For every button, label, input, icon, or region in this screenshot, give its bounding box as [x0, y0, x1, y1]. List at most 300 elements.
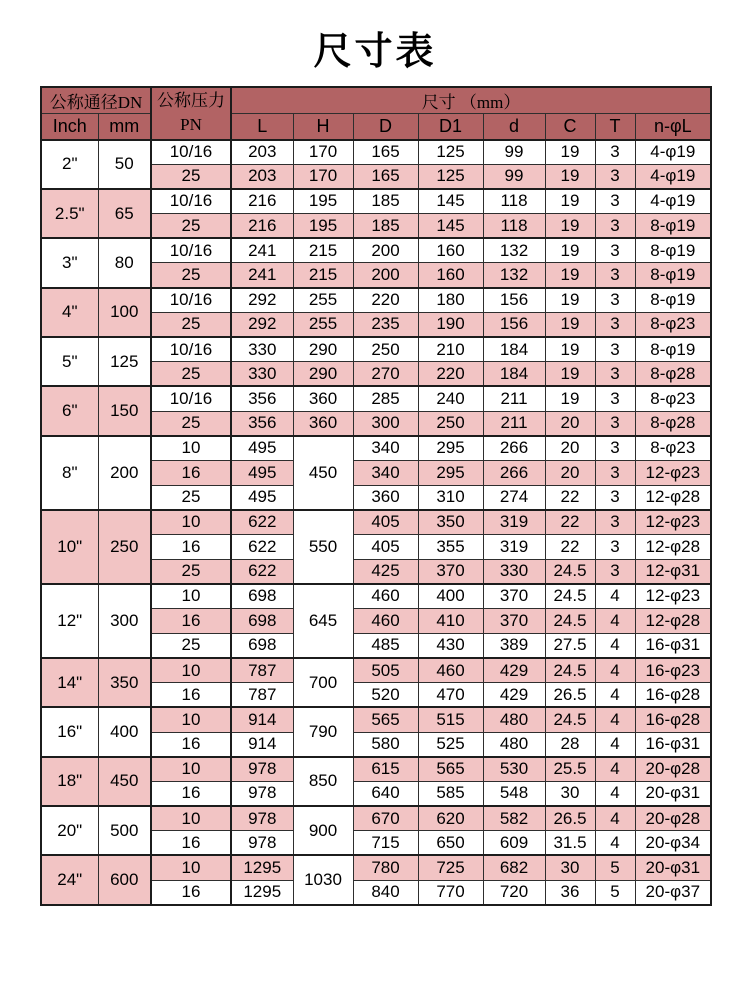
cell-L: 292 — [231, 312, 293, 337]
cell-n-phi-L: 20-φ37 — [635, 880, 711, 905]
cell-D: 615 — [353, 757, 418, 782]
header-col-d: d — [483, 114, 545, 140]
cell-d: 184 — [483, 362, 545, 387]
cell-C: 19 — [545, 263, 595, 288]
cell-pn: 16 — [151, 609, 231, 634]
cell-C: 31.5 — [545, 831, 595, 856]
cell-n-phi-L: 8-φ19 — [635, 214, 711, 239]
cell-n-phi-L: 8-φ23 — [635, 436, 711, 461]
cell-T: 4 — [595, 707, 635, 732]
cell-H: 215 — [293, 238, 353, 263]
cell-inch: 14" — [41, 658, 98, 707]
cell-H: 645 — [293, 584, 353, 658]
header-col-T: T — [595, 114, 635, 140]
cell-C: 30 — [545, 781, 595, 806]
cell-D: 520 — [353, 683, 418, 708]
table-row — [41, 238, 711, 263]
header-col-L: L — [231, 114, 293, 140]
cell-D: 185 — [353, 214, 418, 239]
cell-n-phi-L: 8-φ28 — [635, 362, 711, 387]
cell-n-phi-L: 16-φ28 — [635, 707, 711, 732]
cell-n-phi-L: 12-φ23 — [635, 510, 711, 535]
cell-d: 389 — [483, 633, 545, 658]
table-row — [41, 806, 711, 831]
cell-T: 3 — [595, 485, 635, 510]
cell-C: 19 — [545, 362, 595, 387]
cell-D: 405 — [353, 510, 418, 535]
table-row — [41, 140, 711, 165]
cell-D1: 125 — [418, 164, 483, 189]
cell-pn: 16 — [151, 460, 231, 485]
cell-C: 19 — [545, 238, 595, 263]
cell-L: 495 — [231, 436, 293, 461]
cell-L: 292 — [231, 288, 293, 313]
cell-pn: 10 — [151, 436, 231, 461]
cell-inch: 18" — [41, 757, 98, 806]
cell-L: 622 — [231, 559, 293, 584]
cell-C: 26.5 — [545, 806, 595, 831]
cell-H: 450 — [293, 436, 353, 510]
cell-L: 241 — [231, 263, 293, 288]
cell-L: 698 — [231, 633, 293, 658]
cell-d: 480 — [483, 707, 545, 732]
cell-D: 670 — [353, 806, 418, 831]
table-row — [41, 189, 711, 214]
cell-D1: 650 — [418, 831, 483, 856]
cell-d: 132 — [483, 238, 545, 263]
cell-n-phi-L: 12-φ28 — [635, 609, 711, 634]
cell-T: 3 — [595, 189, 635, 214]
cell-L: 622 — [231, 535, 293, 560]
table-row — [41, 386, 711, 411]
cell-D: 285 — [353, 386, 418, 411]
cell-C: 27.5 — [545, 633, 595, 658]
cell-pn: 16 — [151, 880, 231, 905]
header-col-D1: D1 — [418, 114, 483, 140]
cell-d: 118 — [483, 214, 545, 239]
cell-H: 170 — [293, 164, 353, 189]
cell-pn: 25 — [151, 164, 231, 189]
cell-n-phi-L: 4-φ19 — [635, 189, 711, 214]
cell-n-phi-L: 16-φ31 — [635, 732, 711, 757]
cell-mm: 400 — [98, 707, 151, 756]
cell-L: 203 — [231, 164, 293, 189]
cell-D1: 240 — [418, 386, 483, 411]
header-row-top — [41, 87, 711, 114]
cell-T: 4 — [595, 609, 635, 634]
cell-n-phi-L: 20-φ34 — [635, 831, 711, 856]
cell-mm: 150 — [98, 386, 151, 435]
cell-D: 840 — [353, 880, 418, 905]
cell-D: 715 — [353, 831, 418, 856]
cell-T: 4 — [595, 806, 635, 831]
cell-inch: 2.5" — [41, 189, 98, 238]
cell-pn: 10/16 — [151, 140, 231, 165]
cell-L: 978 — [231, 831, 293, 856]
cell-mm: 100 — [98, 288, 151, 337]
cell-n-phi-L: 12-φ23 — [635, 584, 711, 609]
cell-H: 290 — [293, 362, 353, 387]
table-row — [41, 855, 711, 880]
cell-T: 3 — [595, 510, 635, 535]
cell-D1: 220 — [418, 362, 483, 387]
table-body — [41, 140, 711, 905]
cell-T: 3 — [595, 411, 635, 436]
cell-pn: 10/16 — [151, 337, 231, 362]
dimension-table — [40, 86, 712, 906]
cell-n-phi-L: 8-φ23 — [635, 386, 711, 411]
cell-pn: 25 — [151, 362, 231, 387]
cell-d: 682 — [483, 855, 545, 880]
cell-inch: 3" — [41, 238, 98, 287]
cell-pn: 25 — [151, 411, 231, 436]
cell-H: 1030 — [293, 855, 353, 904]
cell-inch: 10" — [41, 510, 98, 584]
header-pn-line2: PN — [180, 115, 202, 135]
cell-L: 1295 — [231, 880, 293, 905]
cell-C: 22 — [545, 535, 595, 560]
cell-C: 20 — [545, 436, 595, 461]
cell-L: 1295 — [231, 855, 293, 880]
cell-D: 780 — [353, 855, 418, 880]
cell-T: 3 — [595, 362, 635, 387]
cell-mm: 50 — [98, 140, 151, 189]
cell-C: 28 — [545, 732, 595, 757]
cell-n-phi-L: 8-φ19 — [635, 238, 711, 263]
cell-D: 165 — [353, 140, 418, 165]
cell-T: 3 — [595, 140, 635, 165]
cell-T: 3 — [595, 337, 635, 362]
cell-D1: 460 — [418, 658, 483, 683]
cell-H: 790 — [293, 707, 353, 756]
cell-D: 300 — [353, 411, 418, 436]
header-col-D: D — [353, 114, 418, 140]
cell-C: 19 — [545, 214, 595, 239]
cell-T: 4 — [595, 781, 635, 806]
cell-C: 22 — [545, 510, 595, 535]
header-col-C: C — [545, 114, 595, 140]
cell-D1: 180 — [418, 288, 483, 313]
cell-H: 195 — [293, 189, 353, 214]
cell-n-phi-L: 4-φ19 — [635, 164, 711, 189]
cell-D1: 770 — [418, 880, 483, 905]
cell-H: 290 — [293, 337, 353, 362]
cell-T: 5 — [595, 855, 635, 880]
cell-C: 19 — [545, 386, 595, 411]
cell-d: 118 — [483, 189, 545, 214]
cell-L: 330 — [231, 337, 293, 362]
cell-d: 132 — [483, 263, 545, 288]
cell-C: 30 — [545, 855, 595, 880]
cell-D1: 160 — [418, 263, 483, 288]
cell-D: 565 — [353, 707, 418, 732]
cell-pn: 25 — [151, 559, 231, 584]
cell-T: 4 — [595, 732, 635, 757]
cell-d: 429 — [483, 683, 545, 708]
cell-C: 24.5 — [545, 707, 595, 732]
cell-mm: 500 — [98, 806, 151, 855]
cell-d: 429 — [483, 658, 545, 683]
cell-n-phi-L: 12-φ28 — [635, 535, 711, 560]
cell-mm: 450 — [98, 757, 151, 806]
cell-H: 700 — [293, 658, 353, 707]
cell-C: 24.5 — [545, 584, 595, 609]
cell-C: 24.5 — [545, 658, 595, 683]
cell-L: 495 — [231, 460, 293, 485]
cell-H: 215 — [293, 263, 353, 288]
cell-D: 485 — [353, 633, 418, 658]
cell-H: 550 — [293, 510, 353, 584]
cell-T: 3 — [595, 386, 635, 411]
cell-T: 5 — [595, 880, 635, 905]
cell-H: 360 — [293, 386, 353, 411]
cell-d: 480 — [483, 732, 545, 757]
cell-L: 330 — [231, 362, 293, 387]
cell-inch: 8" — [41, 436, 98, 510]
cell-H: 850 — [293, 757, 353, 806]
cell-inch: 5" — [41, 337, 98, 386]
cell-C: 19 — [545, 164, 595, 189]
cell-H: 170 — [293, 140, 353, 165]
cell-pn: 10 — [151, 584, 231, 609]
cell-L: 216 — [231, 214, 293, 239]
cell-T: 4 — [595, 584, 635, 609]
cell-inch: 6" — [41, 386, 98, 435]
cell-H: 360 — [293, 411, 353, 436]
cell-D: 460 — [353, 584, 418, 609]
table-row — [41, 436, 711, 461]
cell-pn: 25 — [151, 214, 231, 239]
cell-mm: 200 — [98, 436, 151, 510]
cell-d: 720 — [483, 880, 545, 905]
cell-pn: 16 — [151, 831, 231, 856]
cell-pn: 10 — [151, 707, 231, 732]
cell-D1: 190 — [418, 312, 483, 337]
table-row — [41, 510, 711, 535]
table-row — [41, 658, 711, 683]
cell-C: 26.5 — [545, 683, 595, 708]
header-col-n-phi-L: n-φL — [635, 114, 711, 140]
cell-D1: 400 — [418, 584, 483, 609]
cell-pn: 10/16 — [151, 386, 231, 411]
cell-D: 250 — [353, 337, 418, 362]
page-title: 尺寸表 — [313, 31, 437, 73]
header-col-H: H — [293, 114, 353, 140]
cell-L: 787 — [231, 658, 293, 683]
cell-n-phi-L: 8-φ19 — [635, 288, 711, 313]
cell-d: 211 — [483, 386, 545, 411]
cell-d: 530 — [483, 757, 545, 782]
cell-d: 211 — [483, 411, 545, 436]
cell-inch: 2" — [41, 140, 98, 189]
cell-L: 495 — [231, 485, 293, 510]
cell-pn: 16 — [151, 535, 231, 560]
cell-D1: 145 — [418, 214, 483, 239]
cell-d: 156 — [483, 288, 545, 313]
cell-L: 787 — [231, 683, 293, 708]
cell-n-phi-L: 8-φ28 — [635, 411, 711, 436]
cell-mm: 350 — [98, 658, 151, 707]
cell-D1: 565 — [418, 757, 483, 782]
cell-C: 19 — [545, 288, 595, 313]
cell-pn: 25 — [151, 312, 231, 337]
cell-n-phi-L: 12-φ31 — [635, 559, 711, 584]
cell-D1: 310 — [418, 485, 483, 510]
cell-inch: 12" — [41, 584, 98, 658]
cell-D: 640 — [353, 781, 418, 806]
cell-C: 19 — [545, 337, 595, 362]
table-row — [41, 584, 711, 609]
cell-T: 3 — [595, 312, 635, 337]
cell-n-phi-L: 8-φ23 — [635, 312, 711, 337]
cell-H: 255 — [293, 288, 353, 313]
cell-d: 274 — [483, 485, 545, 510]
cell-L: 622 — [231, 510, 293, 535]
cell-d: 156 — [483, 312, 545, 337]
cell-T: 3 — [595, 535, 635, 560]
cell-pn: 25 — [151, 633, 231, 658]
cell-C: 20 — [545, 411, 595, 436]
cell-C: 19 — [545, 312, 595, 337]
cell-D1: 350 — [418, 510, 483, 535]
cell-pn: 10/16 — [151, 238, 231, 263]
cell-T: 3 — [595, 164, 635, 189]
table-row — [41, 288, 711, 313]
cell-T: 3 — [595, 559, 635, 584]
cell-H: 900 — [293, 806, 353, 855]
header-dn-label: 公称通径DN — [41, 87, 151, 114]
cell-C: 25.5 — [545, 757, 595, 782]
cell-D1: 515 — [418, 707, 483, 732]
cell-D: 425 — [353, 559, 418, 584]
cell-inch: 16" — [41, 707, 98, 756]
cell-D1: 620 — [418, 806, 483, 831]
cell-L: 914 — [231, 732, 293, 757]
cell-D1: 370 — [418, 559, 483, 584]
cell-inch: 24" — [41, 855, 98, 904]
cell-mm: 600 — [98, 855, 151, 904]
header-pn-line1: 公称压力 — [157, 91, 225, 111]
cell-D: 580 — [353, 732, 418, 757]
cell-D1: 725 — [418, 855, 483, 880]
cell-D: 185 — [353, 189, 418, 214]
cell-L: 356 — [231, 386, 293, 411]
cell-D1: 160 — [418, 238, 483, 263]
cell-n-phi-L: 16-φ28 — [635, 683, 711, 708]
cell-D1: 525 — [418, 732, 483, 757]
cell-T: 4 — [595, 831, 635, 856]
header-pn-label — [151, 87, 231, 140]
cell-d: 582 — [483, 806, 545, 831]
cell-pn: 16 — [151, 781, 231, 806]
cell-C: 22 — [545, 485, 595, 510]
header-size-label: 尺寸 （mm） — [231, 87, 711, 114]
cell-mm: 80 — [98, 238, 151, 287]
cell-H: 195 — [293, 214, 353, 239]
cell-D: 460 — [353, 609, 418, 634]
cell-pn: 10 — [151, 658, 231, 683]
cell-D: 360 — [353, 485, 418, 510]
cell-T: 3 — [595, 238, 635, 263]
table-row — [41, 757, 711, 782]
cell-d: 330 — [483, 559, 545, 584]
cell-D: 220 — [353, 288, 418, 313]
cell-L: 978 — [231, 781, 293, 806]
cell-pn: 16 — [151, 732, 231, 757]
cell-pn: 10/16 — [151, 189, 231, 214]
cell-D: 200 — [353, 238, 418, 263]
cell-pn: 25 — [151, 263, 231, 288]
cell-n-phi-L: 4-φ19 — [635, 140, 711, 165]
cell-mm: 300 — [98, 584, 151, 658]
cell-n-phi-L: 20-φ28 — [635, 757, 711, 782]
cell-d: 370 — [483, 584, 545, 609]
cell-n-phi-L: 12-φ23 — [635, 460, 711, 485]
cell-pn: 10/16 — [151, 288, 231, 313]
cell-D: 340 — [353, 460, 418, 485]
cell-D: 505 — [353, 658, 418, 683]
cell-d: 184 — [483, 337, 545, 362]
cell-d: 99 — [483, 164, 545, 189]
cell-C: 20 — [545, 460, 595, 485]
cell-D1: 410 — [418, 609, 483, 634]
cell-D1: 210 — [418, 337, 483, 362]
cell-D1: 125 — [418, 140, 483, 165]
cell-L: 241 — [231, 238, 293, 263]
cell-pn: 10 — [151, 757, 231, 782]
cell-pn: 10 — [151, 510, 231, 535]
cell-D1: 470 — [418, 683, 483, 708]
cell-D: 340 — [353, 436, 418, 461]
cell-d: 319 — [483, 535, 545, 560]
cell-C: 24.5 — [545, 609, 595, 634]
cell-d: 99 — [483, 140, 545, 165]
cell-inch: 4" — [41, 288, 98, 337]
cell-D: 235 — [353, 312, 418, 337]
cell-D1: 145 — [418, 189, 483, 214]
cell-L: 356 — [231, 411, 293, 436]
cell-T: 4 — [595, 658, 635, 683]
cell-C: 24.5 — [545, 559, 595, 584]
cell-L: 216 — [231, 189, 293, 214]
cell-L: 698 — [231, 584, 293, 609]
cell-C: 19 — [545, 189, 595, 214]
cell-mm: 125 — [98, 337, 151, 386]
table-row — [41, 707, 711, 732]
cell-n-phi-L: 12-φ28 — [635, 485, 711, 510]
cell-D: 200 — [353, 263, 418, 288]
cell-D1: 430 — [418, 633, 483, 658]
cell-d: 548 — [483, 781, 545, 806]
cell-T: 3 — [595, 263, 635, 288]
cell-T: 3 — [595, 214, 635, 239]
cell-d: 266 — [483, 460, 545, 485]
header-row-columns — [41, 114, 711, 140]
cell-d: 319 — [483, 510, 545, 535]
cell-D1: 295 — [418, 460, 483, 485]
cell-n-phi-L: 20-φ31 — [635, 781, 711, 806]
cell-pn: 16 — [151, 683, 231, 708]
cell-L: 978 — [231, 806, 293, 831]
cell-C: 19 — [545, 140, 595, 165]
cell-d: 609 — [483, 831, 545, 856]
cell-C: 36 — [545, 880, 595, 905]
cell-mm: 250 — [98, 510, 151, 584]
cell-T: 3 — [595, 460, 635, 485]
cell-T: 4 — [595, 633, 635, 658]
cell-T: 3 — [595, 436, 635, 461]
cell-L: 914 — [231, 707, 293, 732]
